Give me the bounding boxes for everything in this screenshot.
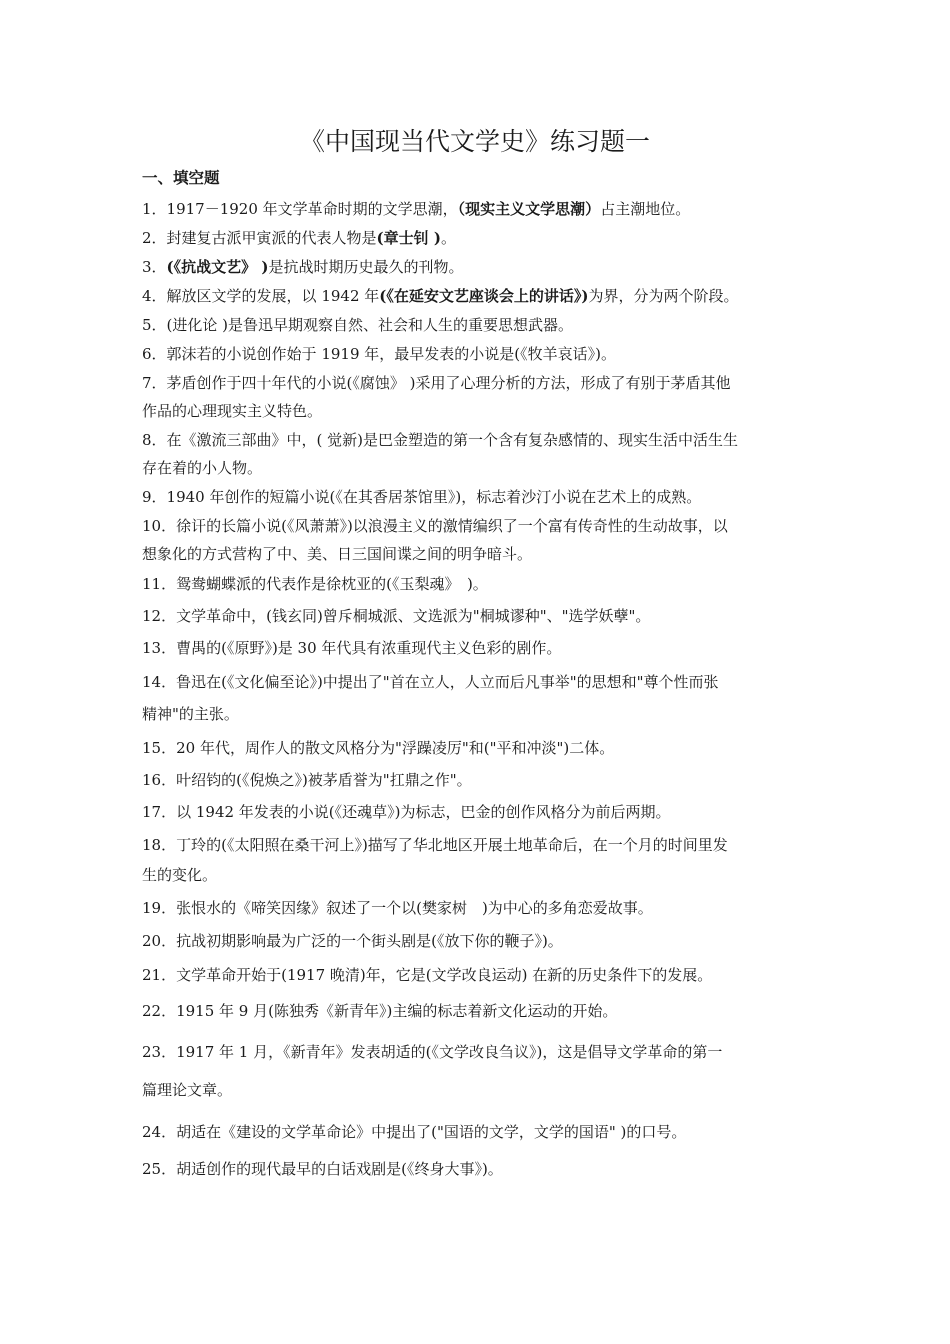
question-line: 7．茅盾创作于四十年代的小说(《腐蚀》 )采用了心理分析的方法，形成了有别于茅盾其他 xyxy=(142,374,731,392)
question-text: 占主潮地位。 xyxy=(600,200,691,218)
question-text: 2．封建复古派甲寅派的代表人物是 xyxy=(142,229,377,247)
question-text: 4．解放区文学的发展，以 1942 年 xyxy=(142,287,380,305)
question-19: 19．张恨水的《啼笑因缘》叙述了一个以(樊家树 )为中心的多角恋爱故事。 xyxy=(142,899,653,917)
question-17: 17．以 1942 年发表的小说(《还魂草》)为标志，巴金的创作风格分为前后两期。 xyxy=(142,803,671,821)
question-24: 24．胡适在《建设的文学革命论》中提出了("国语的文学，文学的国语" )的口号。 xyxy=(142,1123,687,1141)
section-heading: 一、填空题 xyxy=(142,168,220,187)
question-line: 想象化的方式营构了中、美、日三国间谍之间的明争暗斗。 xyxy=(142,545,533,563)
question-10 xyxy=(142,512,812,568)
answer-text: (《在延安文艺座谈会上的讲话》) xyxy=(379,287,589,305)
question-2 xyxy=(142,224,812,252)
question-4 xyxy=(142,282,812,310)
question-20: 20．抗战初期影响最为广泛的一个街头剧是(《放下你的鞭子》)。 xyxy=(142,932,563,950)
question-5: 5．(进化论 )是鲁迅早期观察自然、社会和人生的重要思想武器。 xyxy=(142,316,574,334)
question-25: 25．胡适创作的现代最早的白话戏剧是(《终身大事》)。 xyxy=(142,1160,503,1178)
question-23 xyxy=(142,1033,812,1109)
question-18 xyxy=(142,830,812,890)
question-11: 11．鸳鸯蝴蝶派的代表作是徐枕亚的(《玉梨魂》 )。 xyxy=(142,575,488,593)
question-22: 22．1915 年 9 月(陈独秀《新青年》)主编的标志着新文化运动的开始。 xyxy=(142,1002,618,1020)
answer-text: (《抗战文艺》 ) xyxy=(166,258,269,276)
question-line: 14．鲁迅在(《文化偏至论》)中提出了"首在立人，人立而后凡事举"的思想和"尊个性而张 xyxy=(142,673,719,691)
question-line: 篇理论文章。 xyxy=(142,1081,233,1099)
question-15: 15．20 年代，周作人的散文风格分为"浮躁凌厉"和("平和冲淡")二体。 xyxy=(142,739,615,757)
question-12: 12．文学革命中，(钱玄同)曾斥桐城派、文选派为"桐城谬种"、"选学妖孽"。 xyxy=(142,607,651,625)
question-9: 9．1940 年创作的短篇小说(《在其香居茶馆里》)，标志着沙汀小说在艺术上的成熟。 xyxy=(142,488,702,506)
question-8 xyxy=(142,426,812,482)
question-6: 6．郭沫若的小说创作始于 1919 年，最早发表的小说是(《牧羊哀话》)。 xyxy=(142,345,616,363)
question-1 xyxy=(142,195,812,223)
question-16: 16．叶绍钧的(《倪焕之》)被茅盾誉为"扛鼎之作"。 xyxy=(142,771,472,789)
question-list xyxy=(142,195,812,1183)
question-line: 存在着的小人物。 xyxy=(142,459,263,477)
question-line: 作品的心理现实主义特色。 xyxy=(142,402,323,420)
question-text: 3． xyxy=(142,258,167,276)
question-line: 8．在《激流三部曲》中，( 觉新)是巴金塑造的第一个含有复杂感情的、现实生活中活生生 xyxy=(142,431,739,449)
question-7 xyxy=(142,369,812,425)
question-line: 18．丁玲的(《太阳照在桑干河上》)描写了华北地区开展土地革命后，在一个月的时间里发 xyxy=(142,836,728,854)
page-title: 《中国现当代文学史》练习题一 xyxy=(299,127,650,156)
question-line: 10．徐讦的长篇小说(《风萧萧》)以浪漫主义的激情编织了一个富有传奇性的生动故事，以 xyxy=(142,517,728,535)
question-21: 21．文学革命开始于(1917 晚清)年，它是(文学改良运动) 在新的历史条件下的发展。 xyxy=(142,966,713,984)
question-text: 是抗战时期历史最久的刊物。 xyxy=(268,258,464,276)
answer-text: （现实主义文学思潮） xyxy=(457,200,601,218)
question-14 xyxy=(142,666,812,730)
question-line: 生的变化。 xyxy=(142,866,218,884)
question-text: 为界，分为两个阶段。 xyxy=(588,287,739,305)
question-3 xyxy=(142,253,812,281)
question-text: 。 xyxy=(440,229,456,247)
answer-text: (章士钊 ) xyxy=(376,229,441,247)
question-line: 23．1917 年 1 月，《新青年》发表胡适的(《文学改良刍议》)，这是倡导文学革命的第一 xyxy=(142,1043,723,1061)
question-line: 精神"的主张。 xyxy=(142,705,239,723)
question-13: 13．曹禺的(《原野》)是 30 年代具有浓重现代主义色彩的剧作。 xyxy=(142,639,562,657)
question-text: 1．1917－1920 年文学革命时期的文学思潮， xyxy=(142,200,458,218)
